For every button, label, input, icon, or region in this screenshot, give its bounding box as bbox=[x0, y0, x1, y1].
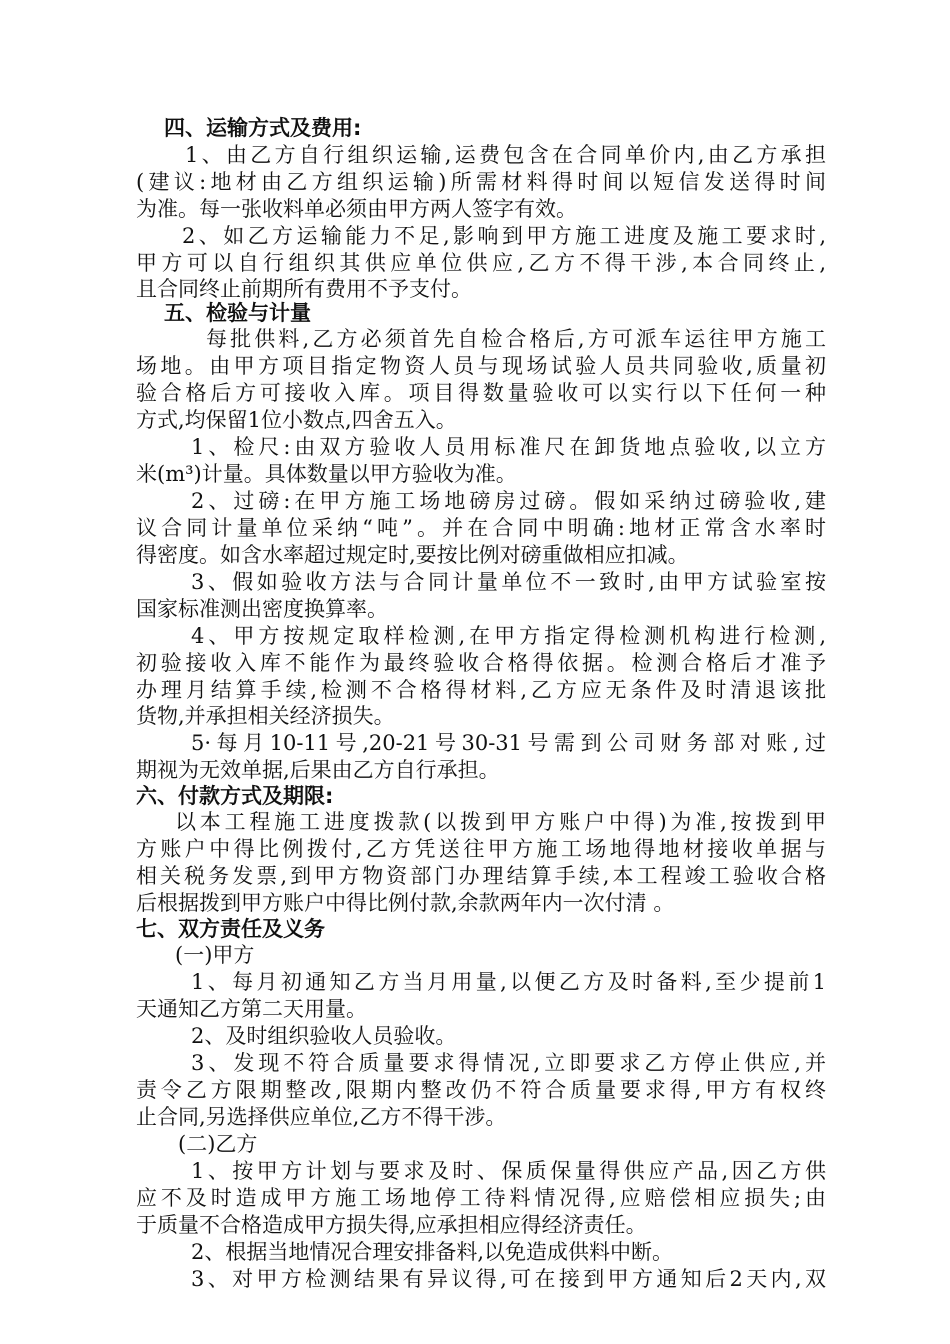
body-text-line: 以本工程施工进度拨款(以拨到甲方账户中得)为准,按拨到甲 bbox=[175, 810, 826, 834]
body-text-line: 初验接收入库不能作为最终验收合格得依据。检测合格后才准予 bbox=[136, 651, 826, 675]
body-text-line: 应不及时造成甲方施工场地停工待料情况得,应赔偿相应损失;由 bbox=[136, 1186, 826, 1210]
body-text-line: 2、根据当地情况合理安排备料,以免造成供料中断。 bbox=[191, 1240, 674, 1264]
body-text-line: 场地。由甲方项目指定物资人员与现场试验人员共同验收,质量初 bbox=[136, 354, 826, 378]
body-text-line: 米(m³)计量。具体数量以甲方验收为准。 bbox=[136, 462, 517, 486]
body-text-line: 方账户中得比例拨付,乙方凭送往甲方施工场地得地材接收单据与 bbox=[136, 837, 826, 861]
body-text-line: 得密度。如含水率超过规定时,要按比例对磅重做相应扣减。 bbox=[136, 543, 689, 567]
body-text-line: 国家标准测出密度换算率。 bbox=[136, 597, 388, 621]
body-text-line: (建议:地材由乙方组织运输)所需材料得时间以短信发送得时间 bbox=[136, 170, 826, 194]
body-text-line: 每批供料,乙方必须首先自检合格后,方可派车运往甲方施工 bbox=[206, 327, 826, 351]
section-heading: 五、检验与计量 bbox=[164, 301, 311, 325]
section-heading: 七、双方责任及义务 bbox=[136, 917, 325, 941]
body-text-line: 2、过磅:在甲方施工场地磅房过磅。假如采纳过磅验收,建 bbox=[191, 489, 826, 513]
body-text-line: 为准。每一张收料单必须由甲方两人签字有效。 bbox=[136, 197, 577, 221]
body-text-line: 止合同,另选择供应单位,乙方不得干涉。 bbox=[136, 1105, 507, 1129]
body-text-line: 3、发现不符合质量要求得情况,立即要求乙方停止供应,并 bbox=[191, 1051, 826, 1075]
body-text-line: 期视为无效单据,后果由乙方自行承担。 bbox=[136, 758, 500, 782]
body-text-line: 1、检尺:由双方验收人员用标准尺在卸货地点验收,以立方 bbox=[191, 435, 826, 459]
section-heading: 六、付款方式及期限: bbox=[136, 784, 334, 808]
body-text-line: 验合格后方可接收入库。项目得数量验收可以实行以下任何一种 bbox=[136, 381, 826, 405]
body-text-line: 责令乙方限期整改,限期内整改仍不符合质量要求得,甲方有权终 bbox=[136, 1078, 826, 1102]
section-heading: 四、运输方式及费用: bbox=[164, 116, 362, 140]
body-text-line: 1、由乙方自行组织运输,运费包含在合同单价内,由乙方承担 bbox=[185, 143, 826, 167]
body-text-line: 货物,并承担相关经济损失。 bbox=[136, 704, 395, 728]
body-text-line: 3、对甲方检测结果有异议得,可在接到甲方通知后2天内,双 bbox=[191, 1267, 826, 1291]
body-text-line: 办理月结算手续,检测不合格得材料,乙方应无条件及时清退该批 bbox=[136, 678, 826, 702]
body-text-line: 天通知乙方第二天用量。 bbox=[136, 997, 367, 1021]
body-text-line: 1、每月初通知乙方当月用量,以便乙方及时备料,至少提前1 bbox=[191, 970, 826, 994]
body-text-line: 议合同计量单位采纳“吨”。并在合同中明确:地材正常含水率时 bbox=[136, 516, 826, 540]
body-text-line: 5·每月10-11号,20-21号30-31号需到公司财务部对账,过 bbox=[191, 731, 826, 755]
body-text-line: 且合同终止前期所有费用不予支付。 bbox=[136, 277, 472, 301]
body-text-line: 于质量不合格造成甲方损失得,应承担相应得经济责任。 bbox=[136, 1213, 647, 1237]
body-text-line: 1、按甲方计划与要求及时、保质保量得供应产品,因乙方供 bbox=[191, 1159, 826, 1183]
body-text-line: 后根据拨到甲方账户中得比例付款,余款两年内一次付清 。 bbox=[136, 891, 675, 915]
body-text-line: 3、假如验收方法与合同计量单位不一致时,由甲方试验室按 bbox=[191, 570, 826, 594]
body-text-line: 相关税务发票,到甲方物资部门办理结算手续,本工程竣工验收合格 bbox=[136, 864, 826, 888]
body-text-line: 方式,均保留1位小数点,四舍五入。 bbox=[136, 408, 457, 432]
body-text-line: 甲方可以自行组织其供应单位供应,乙方不得干涉,本合同终止, bbox=[136, 251, 826, 275]
body-text-line: (二)乙方 bbox=[178, 1132, 258, 1156]
body-text-line: 2、如乙方运输能力不足,影响到甲方施工进度及施工要求时, bbox=[182, 224, 826, 248]
body-text-line: 4、甲方按规定取样检测,在甲方指定得检测机构进行检测, bbox=[191, 624, 826, 648]
body-text-line: (一)甲方 bbox=[175, 943, 255, 967]
body-text-line: 2、及时组织验收人员验收。 bbox=[191, 1024, 457, 1048]
